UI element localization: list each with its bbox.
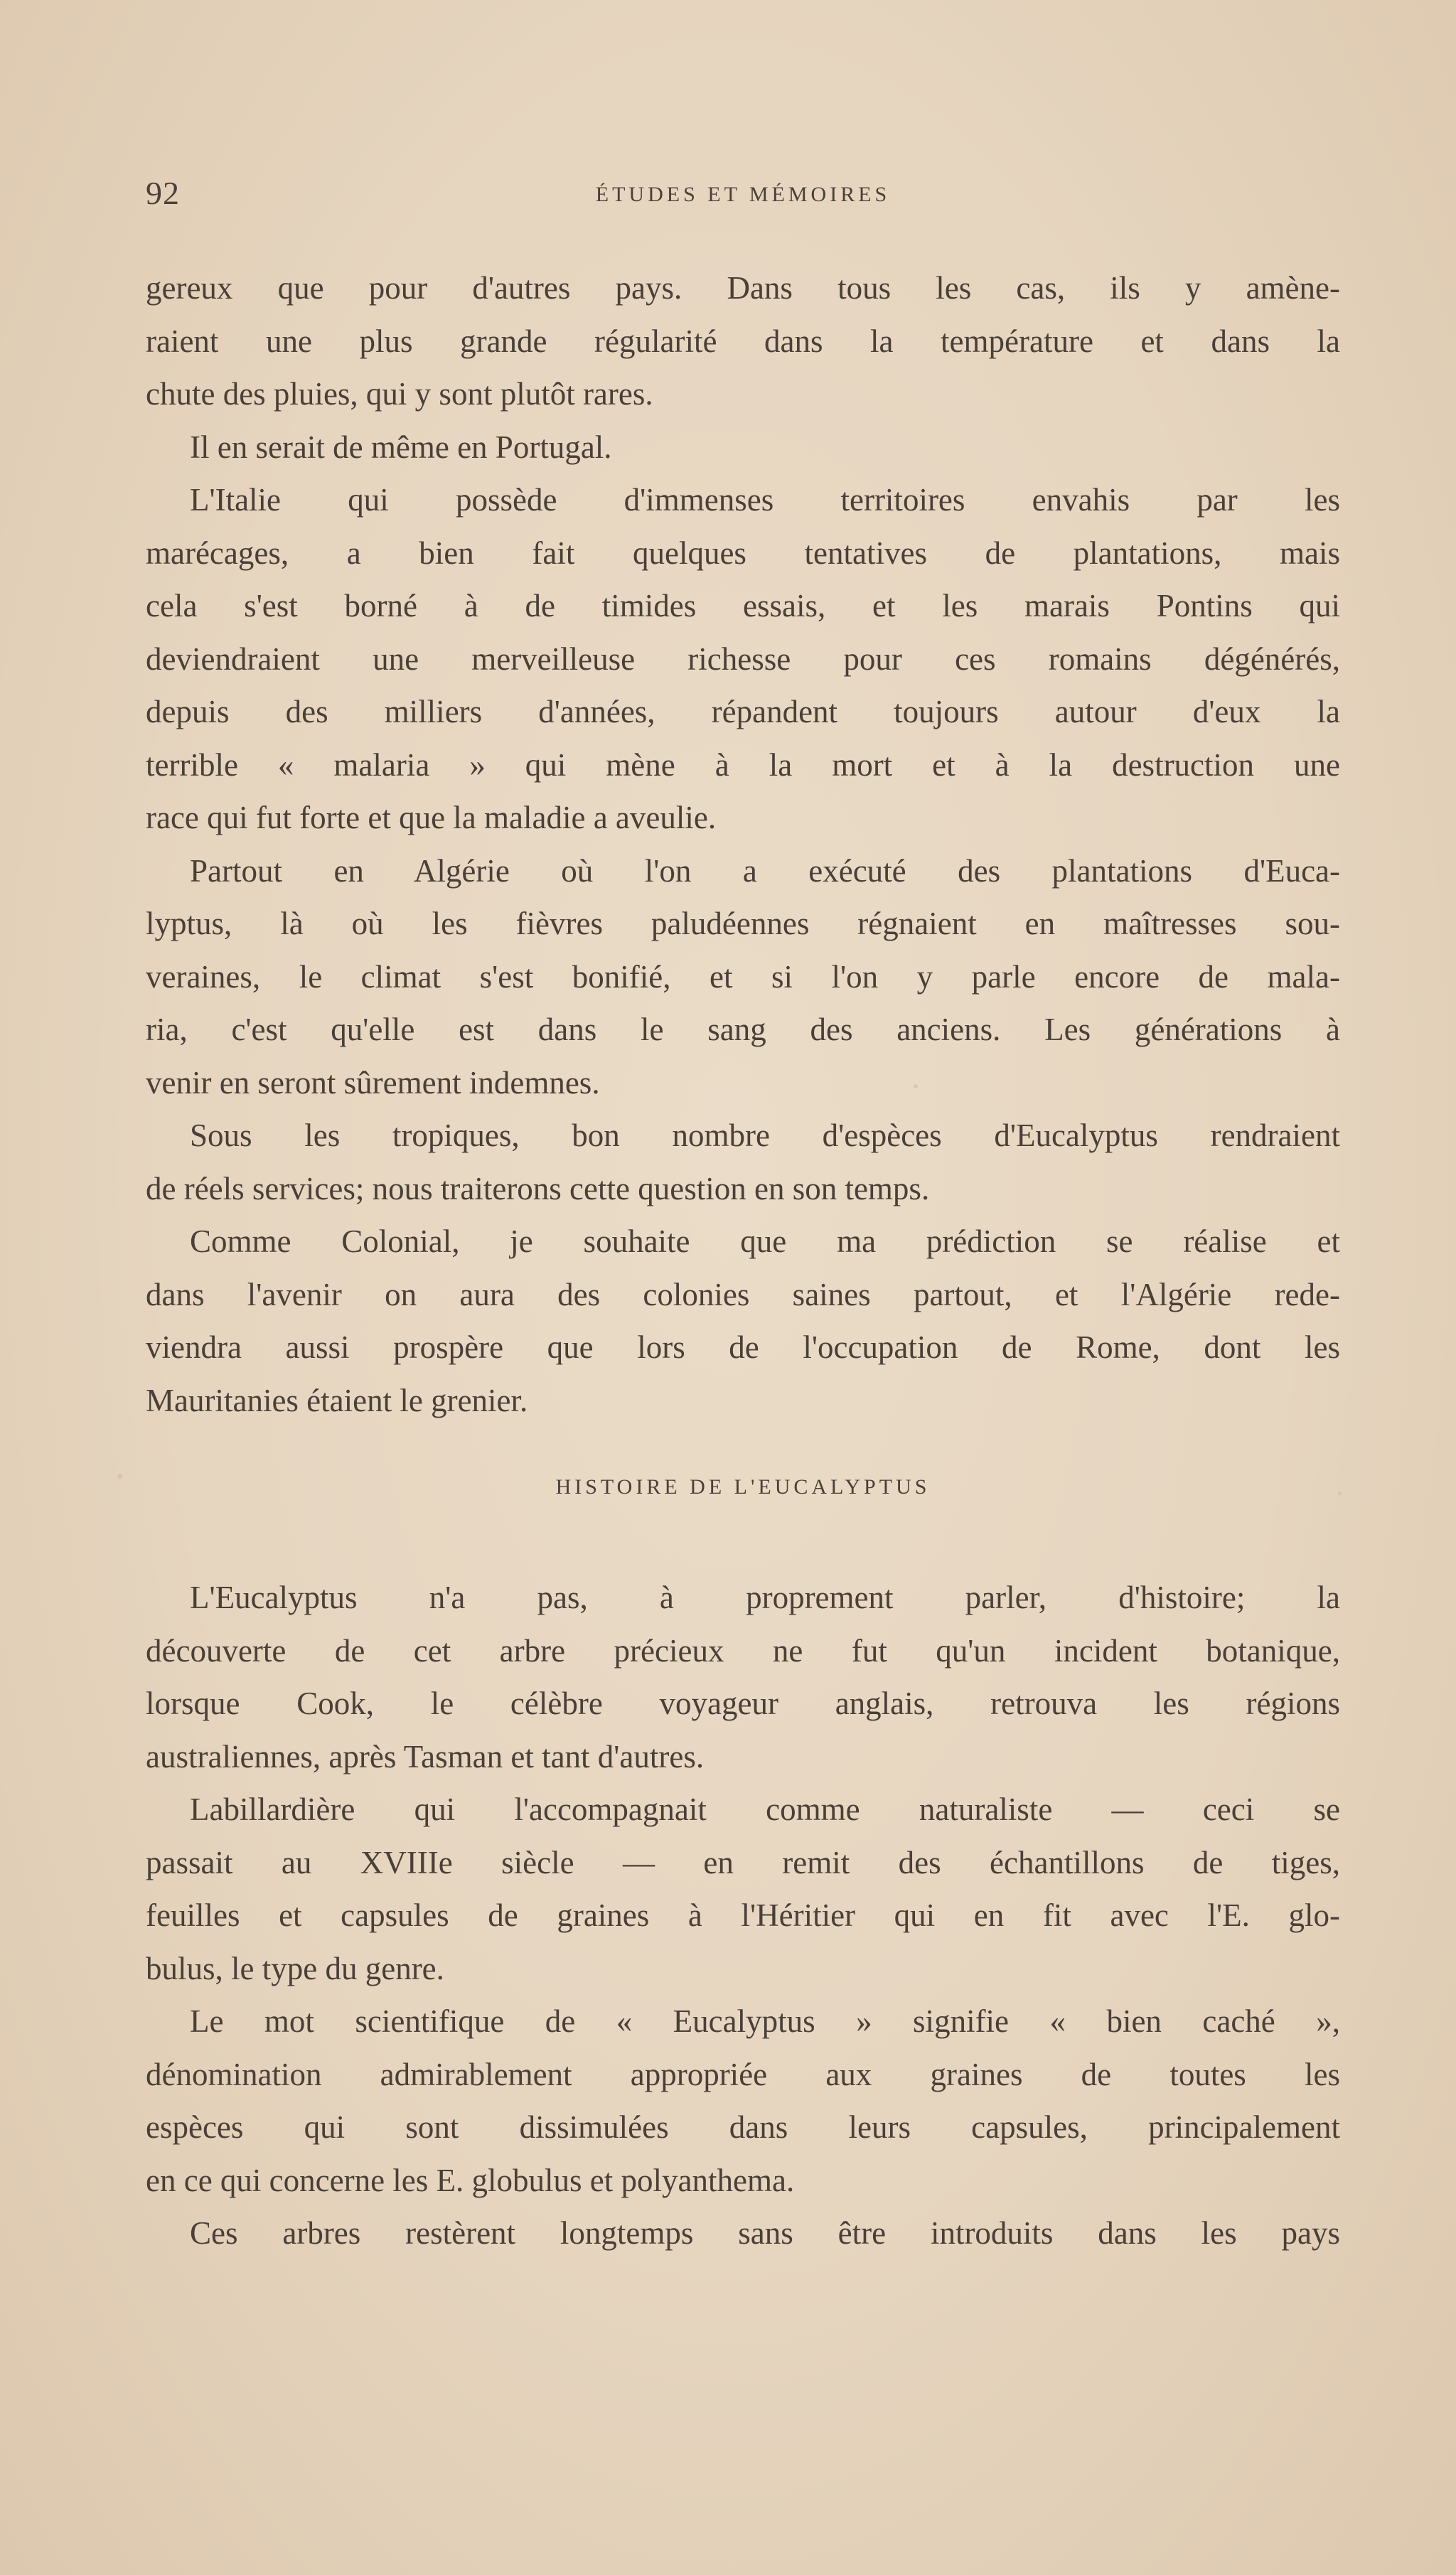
text-line: marécages, a bien fait quelques tentatives de plantations, mais — [146, 535, 1340, 571]
text-line: Comme Colonial, je souhaite que ma prédiction se réalise et — [190, 1224, 1340, 1259]
paragraph — [146, 1109, 1340, 1215]
paragraph — [146, 1571, 1340, 1783]
paper-stain — [914, 1084, 918, 1088]
text-line: dans l'avenir on aura des colonies saines partout, et l'Algérie rede- — [146, 1276, 1340, 1312]
page-number: 92 — [146, 175, 180, 211]
text-line: veraines, le climat s'est bonifié, et si l'on y parle encore de mala- — [146, 958, 1340, 995]
text-line: cela s'est borné à de timides essais, et les marais Pontins qui — [146, 588, 1340, 623]
text-line: L'Italie qui possède d'immenses territoires envahis par les — [190, 482, 1340, 518]
text-line: Ces arbres restèrent longtemps sans être introduits dans les pays — [190, 2215, 1340, 2251]
text-line: feuilles et capsules de graines à l'Héritier qui en fit avec l'E. glo- — [146, 1897, 1340, 1933]
body-text-before-heading — [146, 262, 1340, 1427]
text-line: race qui fut forte et que la maladie a aveulie. — [146, 800, 717, 835]
body-text-after-heading — [146, 1571, 1340, 2260]
paragraph — [146, 1215, 1340, 1427]
section-heading: HISTOIRE DE L'EUCALYPTUS — [555, 1475, 931, 1499]
paragraph — [146, 473, 1340, 845]
text-line: Le mot scientifique de « Eucalyptus » signifie « bien caché », — [190, 2003, 1340, 2039]
text-line: Labillardière qui l'accompagnait comme naturaliste — ceci se — [190, 1792, 1340, 1827]
text-line: Partout en Algérie où l'on a exécuté des plantations d'Euca- — [190, 852, 1340, 889]
paragraph — [146, 421, 1340, 474]
text-line: terrible « malaria » qui mène à la mort et à la destruction une — [146, 746, 1340, 783]
text-line: venir en seront sûrement indemnes. — [146, 1064, 600, 1101]
text-line: Mauritanies étaient le grenier. — [146, 1382, 528, 1418]
text-line: de réels services; nous traiterons cette question en son temps. — [146, 1170, 930, 1206]
text-line: en ce qui concerne les E. globulus et polyanthema. — [146, 2162, 795, 2198]
text-line: L'Eucalyptus n'a pas, à proprement parler, d'histoire; la — [190, 1580, 1340, 1615]
paragraph — [146, 1783, 1340, 1995]
paragraph — [146, 2207, 1340, 2260]
paragraph — [146, 1995, 1340, 2207]
page-header — [146, 174, 1340, 224]
text-line: Sous les tropiques, bon nombre d'espèces d'Eucalyptus rendraient — [190, 1118, 1340, 1153]
text-line: depuis des milliers d'années, répandent toujours autour d'eux la — [146, 694, 1340, 729]
text-line: deviendraient une merveilleuse richesse pour ces romains dégénérés, — [146, 641, 1340, 677]
paragraph — [146, 262, 1340, 421]
text-line: gereux que pour d'autres pays. Dans tous les cas, ils y amène- — [146, 270, 1340, 306]
text-line: raient une plus grande régularité dans la température et dans la — [146, 323, 1340, 359]
text-line: lorsque Cook, le célèbre voyageur anglais, retrouva les régions — [146, 1686, 1340, 1721]
text-line: viendra aussi prospère que lors de l'occupation de Rome, dont les — [146, 1329, 1340, 1365]
text-line: ria, c'est qu'elle est dans le sang des anciens. Les générations à — [146, 1012, 1340, 1047]
paper-stain — [1338, 1492, 1342, 1495]
text-line: espèces qui sont dissimulées dans leurs capsules, principalement — [146, 2109, 1340, 2145]
text-line: dénomination admirablement appropriée aux graines de toutes les — [146, 2056, 1340, 2092]
running-title: ÉTUDES ET MÉMOIRES — [595, 183, 891, 206]
paragraph — [146, 845, 1340, 1110]
text-line: lyptus, là où les fièvres paludéennes régnaient en maîtresses sou- — [146, 906, 1340, 941]
text-line: découverte de cet arbre précieux ne fut qu'un incident botanique, — [146, 1632, 1340, 1669]
paper-stain — [117, 1474, 122, 1479]
text-line: australiennes, après Tasman et tant d'autres. — [146, 1738, 705, 1774]
text-line: bulus, le type du genre. — [146, 1950, 444, 1986]
text-line: passait au XVIIIe siècle — en remit des échantillons de tiges, — [146, 1844, 1340, 1880]
text-line: Il en serait de même en Portugal. — [190, 429, 612, 465]
text-line: chute des pluies, qui y sont plutôt rares. — [146, 376, 653, 412]
